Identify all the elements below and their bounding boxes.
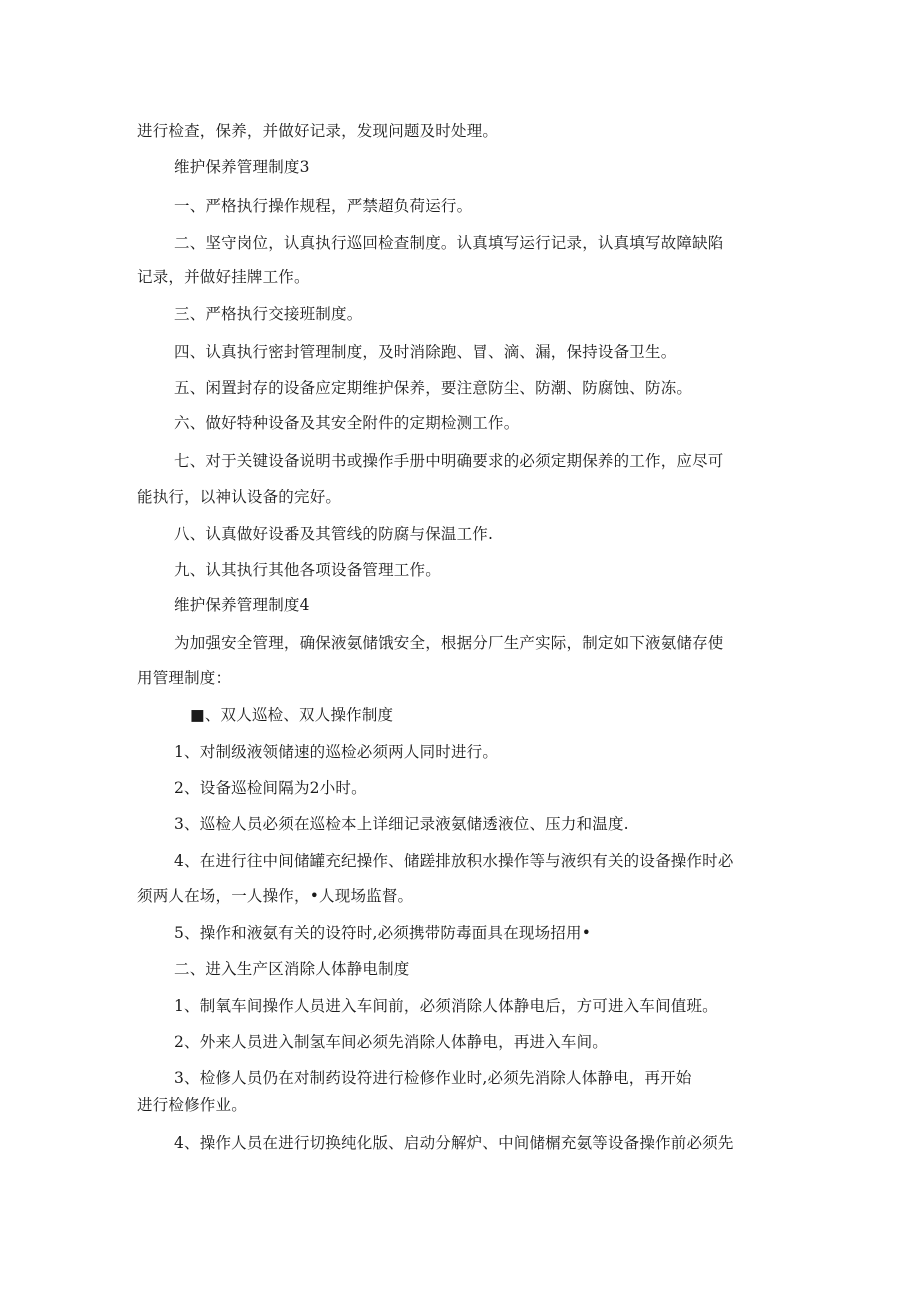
subsection-heading-1: ■、双人巡检、双人操作制度 [190,706,394,724]
section-heading-3: 维护保养管理制度3 [174,158,310,176]
list-item-1: 1、对制级液领储速的巡检必须两人同时进行。 [174,743,499,761]
list-item-1: 1、制氧车间操作人员进入车间前，必须消除人体静电后，方可进入车间值班。 [174,997,718,1015]
list-item-5: 5、操作和液氨有关的设符时,必须携带防毒面具在现场招用• [174,924,592,942]
list-item-4-continuation: 须两人在场，一人操作，•人现场监督。 [137,887,414,905]
list-item-4: 4、在进行往中间储罐充纪操作、储蹉排放积水操作等与液织有关的设备操作时必 [174,852,734,870]
rule-item-2-continuation: 记录，并做好挂牌工作。 [137,268,310,286]
list-item-3-continuation: 进行检修作业。 [137,1096,247,1114]
list-item-2: 2、外来人员进入制氢车间必须先消除人体静电，再进入车间。 [174,1033,608,1051]
subsection-heading-2: 二、进入生产区消除人体静电制度 [174,960,410,978]
rule-item-7-continuation: 能执行，以神认设备的完好。 [137,488,342,506]
rule-item-5: 五、闲置封存的设备应定期维护保养，要注意防尘、防潮、防腐蚀、防冻。 [174,379,693,397]
intro-paragraph-continuation: 用管理制度： [137,669,232,687]
list-item-3: 3、巡检人员必须在巡检本上详细记录液氨储透液位、压力和温度. [174,815,629,833]
rule-item-4: 四、认真执行密封管理制度，及时消除跑、冒、滴、漏，保持设备卫生。 [174,343,677,361]
rule-item-3: 三、严格执行交接班制度。 [174,305,363,323]
list-item-2: 2、设备巡检间隔为2小时。 [174,779,367,797]
paragraph-continuation: 进行检查，保养，并做好记录，发现问题及时处理。 [137,122,499,140]
section-heading-4: 维护保养管理制度4 [174,596,310,614]
rule-item-7: 七、对于关键设备说明书或操作手册中明确要求的必须定期保养的工作，应尽可 [174,452,724,470]
rule-item-9: 九、认其执行其他各项设备管理工作。 [174,561,441,579]
rule-item-1: 一、严格执行操作规程，严禁超负荷运行。 [174,197,473,215]
intro-paragraph: 为加强安全管理，确保液氨储饿安全，根据分厂生产实际，制定如下液氨储存使 [174,634,724,652]
rule-item-8: 八、认真做好设番及其管线的防腐与保温工作. [174,525,494,543]
rule-item-6: 六、做好特种设备及其安全附件的定期检测工作。 [174,414,520,432]
rule-item-2: 二、坚守岗位，认真执行巡回检查制度。认真填写运行记录，认真填写故障缺陷 [174,234,724,252]
list-item-4: 4、操作人员在进行切换纯化版、启动分解炉、中间储榍充氨等设备操作前必须先 [174,1134,734,1152]
list-item-3: 3、检修人员仍在对制药设符进行检修作业时,必须先消除人体静电，再开始 [174,1069,692,1087]
